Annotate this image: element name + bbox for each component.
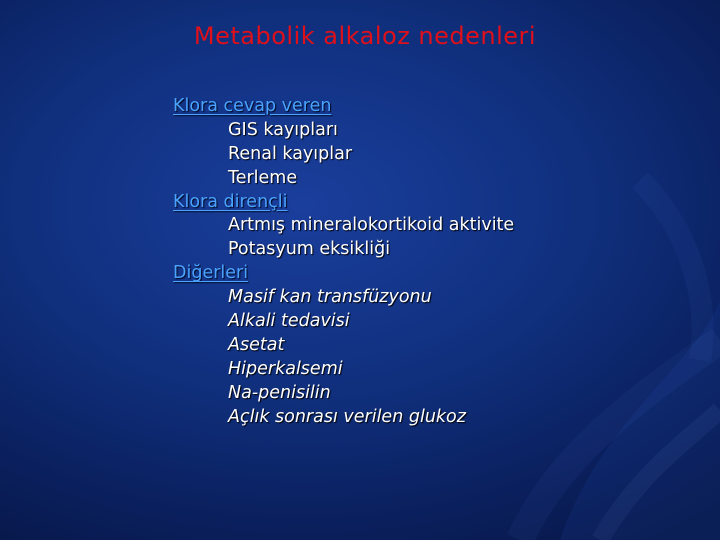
list-item: Alkali tedavisi — [228, 311, 350, 332]
cause-list — [173, 95, 693, 429]
list-item: Renal kayıplar — [228, 143, 353, 164]
group-heading-chloride-resistant: Klora dirençli — [173, 191, 288, 212]
list-item: Masif kan transfüzyonu — [228, 287, 432, 308]
list-item: Asetat — [228, 334, 285, 355]
list-item: Hiperkalsemi — [228, 358, 343, 379]
list-item: Potasyum eksikliği — [228, 239, 391, 260]
list-item: Terleme — [228, 167, 298, 188]
slide-title: Metabolik alkaloz nedenleri — [193, 22, 537, 50]
list-item: Na-penisilin — [228, 382, 331, 403]
group-heading-others: Diğerleri — [173, 263, 249, 284]
group-heading-chloride-responsive: Klora cevap veren — [173, 96, 332, 116]
list-item: Açlık sonrası verilen glukoz — [228, 406, 466, 427]
list-item: Artmış mineralokortikoid aktivite — [228, 215, 515, 236]
list-item: GIS kayıpları — [228, 119, 338, 140]
